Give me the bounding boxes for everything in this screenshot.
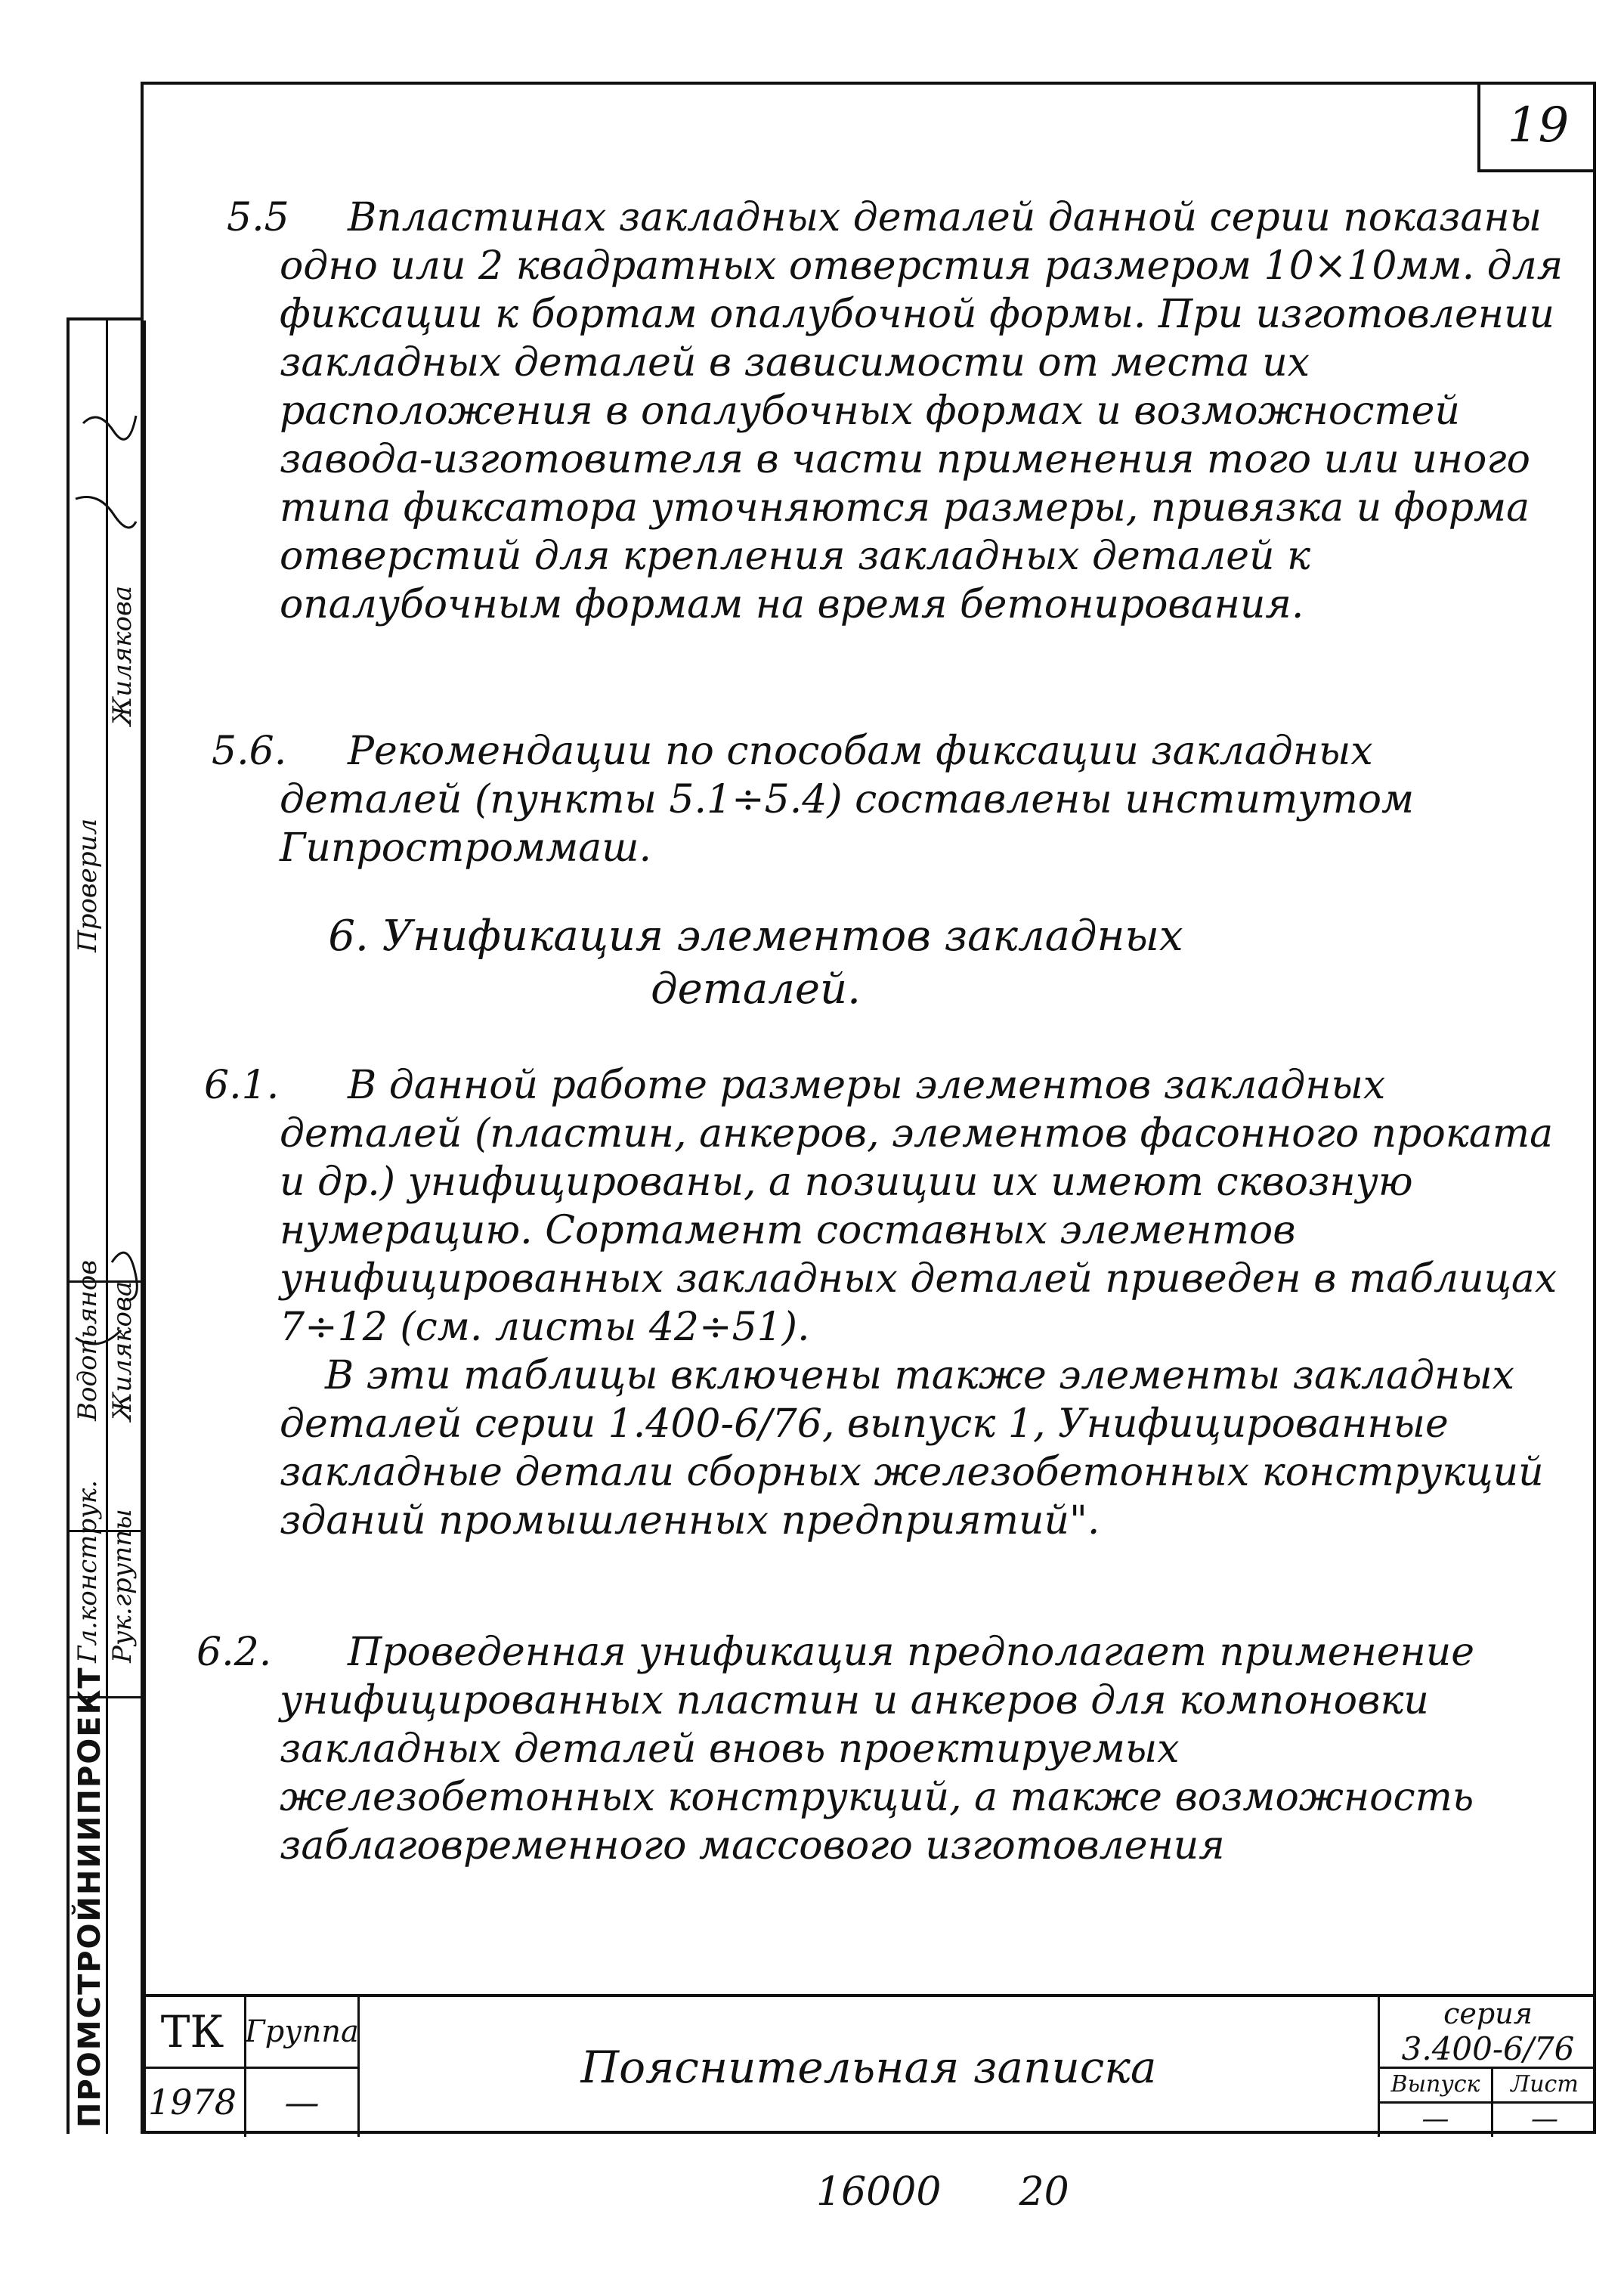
side-name-1: Водопьянов: [73, 1259, 103, 1421]
title-block-sheet-value: —: [1531, 2104, 1558, 2135]
paragraph-continuation: В эти таблицы включены также элементы закладных деталей серии 1.400-6/76, выпуск 1, Унифицированные закладные детали сборных железобетонных конструкций зданий промышленных предприятий".: [280, 1353, 1544, 1543]
title-block-series-value: 3.400-6/76: [1401, 2030, 1575, 2067]
title-block-issue-value: —: [1380, 2101, 1493, 2137]
title-block-title: Пояснительная записка: [360, 1997, 1380, 2137]
side-name-3: Жилякова: [107, 585, 138, 726]
stamp-divider: [1380, 2067, 1596, 2069]
title-block-year: 1978: [141, 2067, 246, 2137]
signature-marks: [68, 393, 141, 1829]
paragraph-5-5: [189, 194, 1564, 629]
paragraph-text: Впластинах закладных деталей данной серии показаны одно или 2 квадратных отверстия размером 10×10мм. для фиксации к бортам опалубочной формы. При изготовлении закладных деталей в зависимости от места их расположения в опалубочных формах и возможностей завода-изготовителя в части применения того или иного типа фиксатора уточняются размеры, привязка и форма отверстий для крепления закладных деталей к опалубочным формам на время бетонирования.: [280, 195, 1564, 627]
paragraph-6-1: [189, 1061, 1564, 1545]
side-role-chief-designer: Гл.конструк.: [73, 1479, 103, 1663]
stamp-divider: [141, 2067, 360, 2069]
organization-name: ПРОМСТРОЙНИИПРОЕКТ: [73, 1666, 107, 2128]
side-role-checked: Проверил: [73, 818, 103, 952]
paragraph-text: Рекомендации по способам фиксации закладных деталей (пункты 5.1÷5.4) составлены институтом Гипростроммаш.: [280, 729, 1415, 871]
paragraph-5-6: [189, 727, 1564, 872]
title-block-group-label: Группа: [246, 1997, 360, 2067]
side-name-2: Жилякова: [107, 1280, 138, 1421]
paragraph-number: 5.6.: [212, 729, 287, 774]
title-block-group-value: —: [246, 2067, 360, 2137]
paragraph-6-2: [189, 1628, 1564, 1870]
paragraph-number: 5.5: [227, 195, 289, 240]
paragraph-text: Проведенная унификация предполагает применение унифицированных пластин и анкеров для компоновки закладных деталей вновь проектируемых железобетонных конструкций, а также возможность заблаговременного массового изготовления: [280, 1630, 1475, 1869]
page-number: 20: [1019, 2169, 1069, 2215]
paragraph-text: В данной работе размеры элементов закладных деталей (пластин, анкеров, элементов фасонного проката и др.) унифицированы, а позиции их имеют сквозную нумерацию. Сортамент составных элементов унифицированных закладных деталей приведен в таблицах 7÷12 (см. листы 42÷51).: [280, 1063, 1557, 1350]
stamp-divider: [1380, 2101, 1596, 2104]
document-body: [189, 174, 1564, 1870]
title-block-sheet-label: Лист: [1511, 2070, 1579, 2098]
title-block-series-label: серия: [1443, 1997, 1533, 2030]
title-block-issue-label: Выпуск: [1380, 2067, 1493, 2101]
title-block: [141, 1994, 1596, 2134]
side-role-group-lead: Рук.группы: [107, 1509, 138, 1663]
section-title: 6. Унификация элементов закладных деталей.: [328, 912, 1183, 1014]
paragraph-number: 6.2.: [196, 1630, 272, 1675]
footer: [816, 2169, 1069, 2215]
sheet-number: 19: [1477, 82, 1596, 172]
title-block-code: ТК: [141, 1997, 246, 2067]
paragraph-number: 6.1.: [204, 1063, 280, 1108]
order-number: 16000: [816, 2169, 942, 2215]
